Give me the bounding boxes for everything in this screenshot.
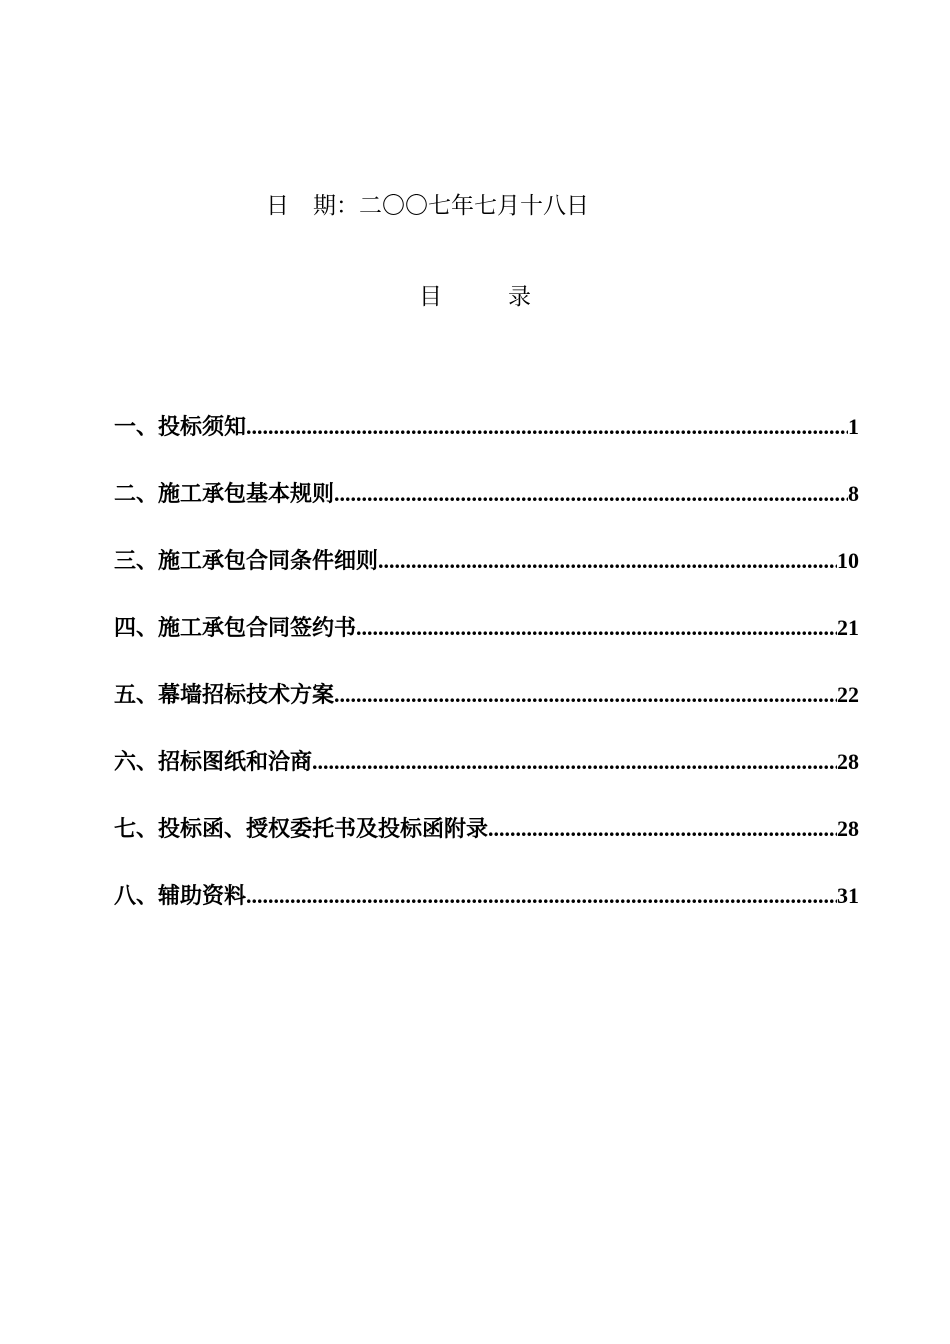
toc-entry-7[interactable] — [114, 813, 859, 880]
toc-entry-page: 8 — [848, 481, 859, 506]
date-label-second: 期： — [313, 193, 359, 219]
toc-leader-dots — [378, 545, 837, 577]
toc-entry-page: 10 — [837, 548, 859, 573]
toc-entry-4[interactable] — [114, 612, 859, 679]
date-value: 二〇〇七年七月十八日 — [359, 193, 589, 219]
toc-entry-text: 一、投标须知 — [114, 415, 247, 440]
toc-entry-6[interactable] — [114, 746, 859, 813]
toc-leader-dots — [246, 411, 848, 443]
toc-entry-1[interactable] — [114, 411, 859, 478]
toc-entry-page: 22 — [837, 682, 859, 707]
toc-leader-dots — [356, 612, 837, 644]
toc-entry-text: 三、施工承包合同条件细则 — [114, 549, 379, 574]
toc-leader-dots — [246, 880, 837, 912]
toc-entry-5[interactable] — [114, 679, 859, 746]
toc-entry-8[interactable] — [114, 880, 859, 947]
toc-entry-text: 六、招标图纸和洽商 — [114, 750, 313, 775]
toc-entry-text: 五、幕墙招标技术方案 — [114, 683, 335, 708]
date-label-first: 日 — [266, 193, 289, 219]
date-line — [266, 190, 589, 222]
toc-title-first: 目 — [419, 284, 442, 310]
toc-entry-text: 四、施工承包合同签约书 — [114, 616, 357, 641]
toc-entry-page: 28 — [837, 816, 859, 841]
toc-title — [0, 281, 950, 313]
toc-entry-text: 二、施工承包基本规则 — [114, 482, 335, 507]
toc-leader-dots — [488, 813, 837, 845]
toc-list — [114, 411, 859, 947]
toc-entry-page: 21 — [837, 615, 859, 640]
toc-entry-page: 31 — [837, 883, 859, 908]
toc-entry-text: 八、辅助资料 — [114, 884, 247, 909]
toc-entry-text: 七、投标函、授权委托书及投标函附录 — [114, 817, 489, 842]
toc-entry-page: 28 — [837, 749, 859, 774]
toc-leader-dots — [334, 478, 848, 510]
toc-leader-dots — [312, 746, 837, 778]
toc-entry-2[interactable] — [114, 478, 859, 545]
toc-leader-dots — [334, 679, 837, 711]
toc-entry-page: 1 — [848, 414, 859, 439]
toc-title-second: 录 — [508, 284, 531, 310]
toc-entry-3[interactable] — [114, 545, 859, 612]
